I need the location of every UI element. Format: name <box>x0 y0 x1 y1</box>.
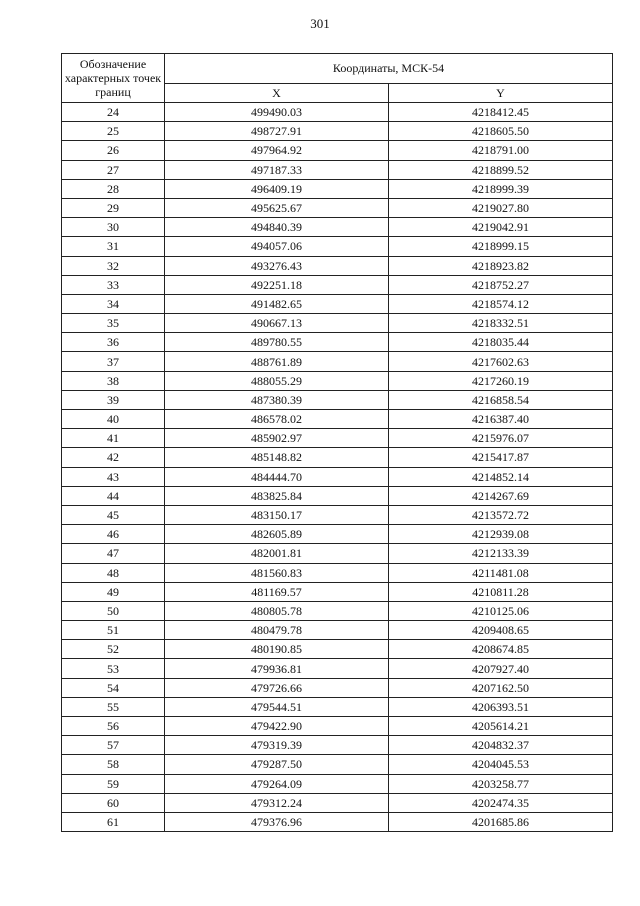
point-number-cell: 32 <box>62 256 165 275</box>
y-coordinate-cell: 4218999.15 <box>389 237 613 256</box>
x-coordinate-cell: 497187.33 <box>165 160 389 179</box>
point-number-cell: 33 <box>62 275 165 294</box>
x-coordinate-cell: 479726.66 <box>165 678 389 697</box>
table-row <box>62 237 613 256</box>
x-coordinate-cell: 494057.06 <box>165 237 389 256</box>
x-coordinate-cell: 479287.50 <box>165 755 389 774</box>
x-coordinate-cell: 480190.85 <box>165 640 389 659</box>
table-row <box>62 371 613 390</box>
table-row <box>62 294 613 313</box>
point-number-cell: 50 <box>62 601 165 620</box>
y-coordinate-cell: 4201685.86 <box>389 812 613 831</box>
x-coordinate-cell: 480805.78 <box>165 601 389 620</box>
x-coordinate-cell: 496409.19 <box>165 179 389 198</box>
table-row <box>62 429 613 448</box>
point-number-cell: 47 <box>62 544 165 563</box>
y-coordinate-cell: 4218605.50 <box>389 122 613 141</box>
table-row <box>62 198 613 217</box>
point-number-cell: 34 <box>62 294 165 313</box>
y-coordinate-cell: 4216858.54 <box>389 390 613 409</box>
table-row <box>62 333 613 352</box>
y-coordinate-cell: 4202474.35 <box>389 793 613 812</box>
table-row <box>62 352 613 371</box>
y-coordinate-cell: 4218574.12 <box>389 294 613 313</box>
y-coordinate-cell: 4212939.08 <box>389 525 613 544</box>
x-coordinate-cell: 481560.83 <box>165 563 389 582</box>
x-coordinate-cell: 493276.43 <box>165 256 389 275</box>
table-row <box>62 314 613 333</box>
table-row <box>62 640 613 659</box>
point-number-cell: 59 <box>62 774 165 793</box>
x-coordinate-cell: 484444.70 <box>165 467 389 486</box>
x-coordinate-cell: 499490.03 <box>165 103 389 122</box>
point-number-cell: 61 <box>62 812 165 831</box>
x-coordinate-cell: 490667.13 <box>165 314 389 333</box>
x-coordinate-cell: 498727.91 <box>165 122 389 141</box>
y-coordinate-cell: 4213572.72 <box>389 505 613 524</box>
point-number-cell: 42 <box>62 448 165 467</box>
x-coordinate-cell: 479422.90 <box>165 717 389 736</box>
table-row <box>62 601 613 620</box>
table-row <box>62 390 613 409</box>
table-header <box>62 54 613 103</box>
table-row <box>62 717 613 736</box>
point-number-cell: 56 <box>62 717 165 736</box>
y-coordinate-cell: 4209408.65 <box>389 621 613 640</box>
table-row <box>62 256 613 275</box>
y-coordinate-cell: 4211481.08 <box>389 563 613 582</box>
point-number-cell: 57 <box>62 736 165 755</box>
y-coordinate-cell: 4204045.53 <box>389 755 613 774</box>
y-coordinate-cell: 4206393.51 <box>389 697 613 716</box>
y-coordinate-cell: 4205614.21 <box>389 717 613 736</box>
point-number-cell: 36 <box>62 333 165 352</box>
point-number-cell: 29 <box>62 198 165 217</box>
y-coordinate-cell: 4216387.40 <box>389 410 613 429</box>
table-row <box>62 141 613 160</box>
x-coordinate-cell: 479264.09 <box>165 774 389 793</box>
point-number-cell: 26 <box>62 141 165 160</box>
table-row <box>62 736 613 755</box>
y-coordinate-cell: 4217602.63 <box>389 352 613 371</box>
coordinates-table <box>61 53 613 832</box>
x-coordinate-cell: 491482.65 <box>165 294 389 313</box>
table-row <box>62 505 613 524</box>
table-row <box>62 755 613 774</box>
y-coordinate-cell: 4215417.87 <box>389 448 613 467</box>
point-number-cell: 48 <box>62 563 165 582</box>
x-coordinate-cell: 483150.17 <box>165 505 389 524</box>
x-coordinate-cell: 481169.57 <box>165 582 389 601</box>
y-coordinate-cell: 4214267.69 <box>389 486 613 505</box>
point-number-cell: 53 <box>62 659 165 678</box>
y-coordinate-cell: 4218752.27 <box>389 275 613 294</box>
point-number-cell: 41 <box>62 429 165 448</box>
y-coordinate-cell: 4207927.40 <box>389 659 613 678</box>
point-number-cell: 44 <box>62 486 165 505</box>
table-row <box>62 122 613 141</box>
x-coordinate-cell: 497964.92 <box>165 141 389 160</box>
table-row <box>62 678 613 697</box>
y-coordinate-cell: 4210811.28 <box>389 582 613 601</box>
y-coordinate-cell: 4218332.51 <box>389 314 613 333</box>
x-coordinate-cell: 494840.39 <box>165 218 389 237</box>
x-coordinate-cell: 479319.39 <box>165 736 389 755</box>
y-coordinate-cell: 4218899.52 <box>389 160 613 179</box>
x-coordinate-cell: 485902.97 <box>165 429 389 448</box>
x-coordinate-cell: 487380.39 <box>165 390 389 409</box>
y-coordinate-cell: 4219042.91 <box>389 218 613 237</box>
x-coordinate-cell: 485148.82 <box>165 448 389 467</box>
table-row <box>62 621 613 640</box>
y-coordinate-cell: 4218791.00 <box>389 141 613 160</box>
x-coordinate-cell: 488761.89 <box>165 352 389 371</box>
point-number-cell: 39 <box>62 390 165 409</box>
point-number-cell: 35 <box>62 314 165 333</box>
point-number-cell: 49 <box>62 582 165 601</box>
x-coordinate-cell: 479936.81 <box>165 659 389 678</box>
x-coordinate-cell: 486578.02 <box>165 410 389 429</box>
table-row <box>62 275 613 294</box>
x-coordinate-cell: 488055.29 <box>165 371 389 390</box>
table-row <box>62 467 613 486</box>
table-row <box>62 544 613 563</box>
table-row <box>62 103 613 122</box>
header-coordinates-group: Координаты, МСК-54 <box>165 54 613 84</box>
table-row <box>62 793 613 812</box>
table-row <box>62 160 613 179</box>
table-row <box>62 563 613 582</box>
table-row <box>62 486 613 505</box>
table-row <box>62 697 613 716</box>
y-coordinate-cell: 4207162.50 <box>389 678 613 697</box>
header-y: Y <box>389 83 613 102</box>
point-number-cell: 25 <box>62 122 165 141</box>
table-row <box>62 812 613 831</box>
table-row <box>62 659 613 678</box>
point-number-cell: 52 <box>62 640 165 659</box>
x-coordinate-cell: 479312.24 <box>165 793 389 812</box>
y-coordinate-cell: 4217260.19 <box>389 371 613 390</box>
x-coordinate-cell: 479544.51 <box>165 697 389 716</box>
y-coordinate-cell: 4210125.06 <box>389 601 613 620</box>
x-coordinate-cell: 489780.55 <box>165 333 389 352</box>
y-coordinate-cell: 4212133.39 <box>389 544 613 563</box>
table-body <box>62 103 613 832</box>
header-x: X <box>165 83 389 102</box>
point-number-cell: 46 <box>62 525 165 544</box>
table-row <box>62 218 613 237</box>
y-coordinate-cell: 4219027.80 <box>389 198 613 217</box>
point-number-cell: 43 <box>62 467 165 486</box>
point-number-cell: 24 <box>62 103 165 122</box>
x-coordinate-cell: 480479.78 <box>165 621 389 640</box>
y-coordinate-cell: 4204832.37 <box>389 736 613 755</box>
x-coordinate-cell: 483825.84 <box>165 486 389 505</box>
y-coordinate-cell: 4218999.39 <box>389 179 613 198</box>
table-row <box>62 525 613 544</box>
table-row <box>62 179 613 198</box>
table-row <box>62 774 613 793</box>
point-number-cell: 31 <box>62 237 165 256</box>
point-number-cell: 38 <box>62 371 165 390</box>
point-number-cell: 37 <box>62 352 165 371</box>
page-number: 301 <box>310 16 330 31</box>
table-row <box>62 410 613 429</box>
table-row <box>62 582 613 601</box>
y-coordinate-cell: 4215976.07 <box>389 429 613 448</box>
x-coordinate-cell: 479376.96 <box>165 812 389 831</box>
point-number-cell: 51 <box>62 621 165 640</box>
x-coordinate-cell: 495625.67 <box>165 198 389 217</box>
point-number-cell: 40 <box>62 410 165 429</box>
header-point-designation: Обозначение характерных точек границ <box>62 54 165 103</box>
y-coordinate-cell: 4218412.45 <box>389 103 613 122</box>
y-coordinate-cell: 4218035.44 <box>389 333 613 352</box>
x-coordinate-cell: 482605.89 <box>165 525 389 544</box>
y-coordinate-cell: 4214852.14 <box>389 467 613 486</box>
y-coordinate-cell: 4218923.82 <box>389 256 613 275</box>
x-coordinate-cell: 492251.18 <box>165 275 389 294</box>
table-row <box>62 448 613 467</box>
point-number-cell: 30 <box>62 218 165 237</box>
point-number-cell: 27 <box>62 160 165 179</box>
y-coordinate-cell: 4208674.85 <box>389 640 613 659</box>
point-number-cell: 28 <box>62 179 165 198</box>
point-number-cell: 58 <box>62 755 165 774</box>
x-coordinate-cell: 482001.81 <box>165 544 389 563</box>
point-number-cell: 45 <box>62 505 165 524</box>
y-coordinate-cell: 4203258.77 <box>389 774 613 793</box>
point-number-cell: 54 <box>62 678 165 697</box>
point-number-cell: 55 <box>62 697 165 716</box>
point-number-cell: 60 <box>62 793 165 812</box>
